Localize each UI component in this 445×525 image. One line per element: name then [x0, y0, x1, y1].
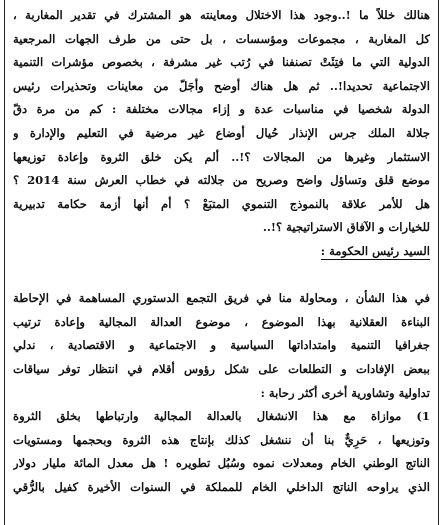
text-line: الدولة شخصيا في مناسبات عدة و إزاء مجالات مختلفة : كم من مرة دقّ — [13, 102, 430, 117]
text-line: للخيارات و الآفاق الاستراتيجية ؟!.. — [262, 220, 430, 235]
text-line: البناءة العقلانية بهذا الموضوع ، موضوع العدالة المجالية وإعادة ترتيب — [13, 314, 430, 329]
text-line: جلالة الملك جرس الإنذار حُيال أوضاع غير مرضية في التعليم والإدارة و — [13, 125, 430, 140]
text-line: الناتج الوطني الخام ومعدلات نموه وسُبُل تطويره ! هل معدل المائة مليار دولار — [13, 456, 430, 471]
section-heading — [13, 240, 430, 264]
text-line: جغرافيا التنمية وامتداداتها السياسية و الاجتماعية و الاقتصادية ، ندلي — [13, 338, 430, 353]
text-line: وتوزيعها ، حَرِيٌّ بنا أن ننشغل كذلك بإنتاج هذه الثروة وبحجمها ومستويات — [13, 432, 430, 447]
text-line: الذي يراوحه الناتج الداخلي الخام للمملكة في السنوات الأخيرة كفيل بالرُّقي — [13, 479, 430, 494]
text-line: هل للأمر علاقة بالنموذج التنموي المتبَعْ ؟ أم أنها أزمة حكامة تدبيرية — [13, 196, 430, 211]
section-heading-text: السيد رئيس الحكومة : — [320, 243, 430, 258]
text-line: موضع قلق وتساؤل واضح وصريح من جلالته في خطاب العرش سنة 2014 ؟ — [13, 173, 430, 188]
text-line: الاستثمار وغيرها من المجالات ؟!.. ألم يكن خلق الثروة وإعادة توزيعها — [13, 149, 430, 164]
paragraph-point-1 — [13, 405, 430, 499]
text-line: 1) موازاة مع هذا الانشغال بالعدالة المجالية وارتباطها بخلق الثروة — [13, 409, 430, 424]
text-line: ببعض الإفادات و التطلعات على شكل رؤوس أقلام في انتظار توفر سياقات — [13, 361, 430, 376]
paragraph-intro — [13, 4, 430, 240]
blank-line — [13, 264, 430, 288]
text-line: تداولية وتشاورية أخرى أكثر رحابة : — [260, 385, 430, 400]
text-line: هنالك خللاً ما !..وجود هذا الاختلال ومعاينته هو المشترك في تقدير المغاربة ، — [13, 8, 430, 22]
text-line: كل المغاربة ، مجموعات ومؤسسات ، بل حتى من طرف الجهات المرجعية — [13, 31, 430, 46]
paragraph-context — [13, 287, 430, 405]
document-page — [4, 0, 439, 525]
text-line: الدولية التي ما فتِئَتْ تصنفنا في رُتب غير مشرفة ، بخصوص مؤشرات التنمية — [13, 55, 430, 70]
text-line: في هذا الشأن ، ومحاولة منا في فريق التجمع الدستوري المساهمة في الإحاطة — [13, 291, 430, 306]
text-line: الاجتماعية تحديدا!.. ثم هل هناك أوضح وأجَلّ من معاينات وتحذيرات رئيس — [13, 78, 430, 93]
